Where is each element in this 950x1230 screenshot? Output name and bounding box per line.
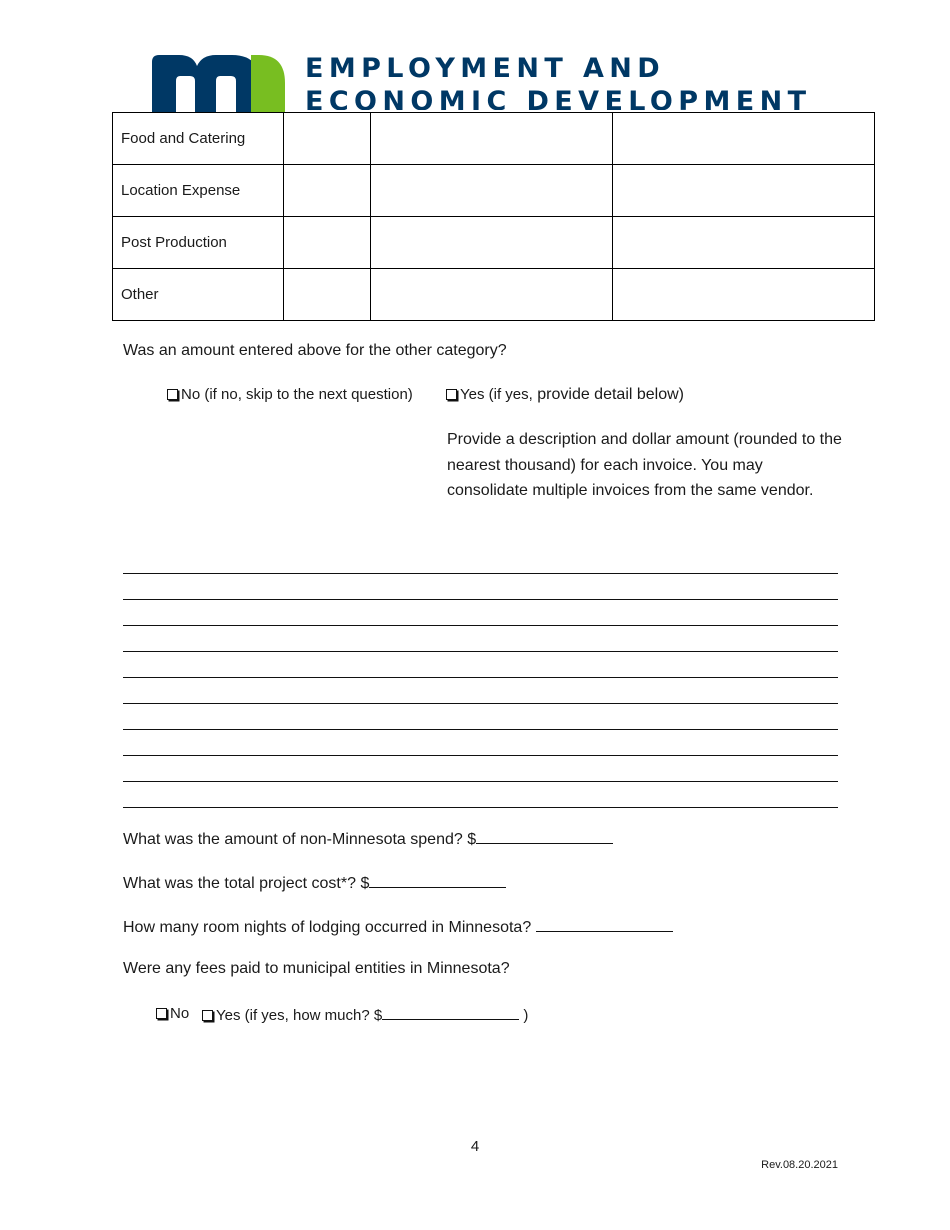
detail-line[interactable] xyxy=(123,782,838,808)
table-row xyxy=(113,217,875,269)
table-row xyxy=(113,269,875,321)
detail-line[interactable] xyxy=(123,730,838,756)
fees-yes-option[interactable] xyxy=(202,1005,528,1024)
agency-name-line1: EMPLOYMENT AND xyxy=(305,53,666,84)
fees-no-label: No xyxy=(170,1005,190,1022)
detail-line[interactable] xyxy=(123,652,838,678)
revision-date: Rev.08.20.2021 xyxy=(761,1159,838,1171)
checkbox-icon[interactable] xyxy=(167,389,178,400)
other-no-option[interactable] xyxy=(167,386,413,403)
mn-deed-logo xyxy=(152,52,812,112)
detail-line[interactable] xyxy=(123,704,838,730)
table-cell[interactable] xyxy=(284,269,371,321)
table-cell[interactable] xyxy=(613,217,875,269)
fees-yes-label: Yes (if yes, how much? $ xyxy=(216,1007,383,1024)
invoice-instructions: Provide a description and dollar amount (rounded to the nearest thousand) for each invoice. You may consolidate multiple invoices from the same vendor. xyxy=(447,431,842,499)
table-row xyxy=(113,113,875,165)
table-cell[interactable] xyxy=(371,165,613,217)
table-cell[interactable] xyxy=(613,165,875,217)
total-cost-label: What was the total project cost*? $ xyxy=(123,875,370,892)
non-mn-spend-input[interactable] xyxy=(476,828,613,844)
fees-yes-close: ) xyxy=(519,1007,529,1024)
other-yes-label-prefix: Yes (if yes, xyxy=(460,386,533,403)
municipal-fees-question: Were any fees paid to municipal entities in Minnesota? xyxy=(123,960,510,977)
table-cell[interactable] xyxy=(284,217,371,269)
checkbox-icon[interactable] xyxy=(202,1010,213,1021)
expense-table xyxy=(112,112,875,321)
room-nights-label: How many room nights of lodging occurred in Minnesota? xyxy=(123,919,532,936)
detail-line[interactable] xyxy=(123,574,838,600)
fees-no-option[interactable] xyxy=(156,1005,189,1022)
table-cell[interactable] xyxy=(371,113,613,165)
non-mn-spend-label: What was the amount of non-Minnesota spend? $ xyxy=(123,831,477,848)
mn-logo-mark-icon xyxy=(152,55,285,112)
detail-line[interactable] xyxy=(123,678,838,704)
room-nights-question xyxy=(123,916,673,937)
fees-amount-input[interactable] xyxy=(382,1005,519,1020)
table-cell[interactable] xyxy=(371,269,613,321)
agency-name xyxy=(305,52,811,110)
other-no-label: No (if no, skip to the next question) xyxy=(181,386,413,403)
detail-line[interactable] xyxy=(123,756,838,782)
room-nights-input[interactable] xyxy=(536,916,673,932)
other-category-question: Was an amount entered above for the other category? xyxy=(123,342,507,359)
detail-line[interactable] xyxy=(123,548,838,574)
row-label: Food and Catering xyxy=(113,113,284,165)
table-cell[interactable] xyxy=(371,217,613,269)
page-number: 4 xyxy=(470,1138,480,1155)
non-mn-spend-question xyxy=(123,828,613,849)
row-label: Location Expense xyxy=(113,165,284,217)
table-row xyxy=(113,165,875,217)
other-yes-label-suffix: provide detail below) xyxy=(532,386,685,403)
detail-line[interactable] xyxy=(123,600,838,626)
table-cell[interactable] xyxy=(613,269,875,321)
checkbox-icon[interactable] xyxy=(156,1008,167,1019)
table-cell[interactable] xyxy=(284,165,371,217)
table-cell[interactable] xyxy=(284,113,371,165)
row-label: Post Production xyxy=(113,217,284,269)
checkbox-icon[interactable] xyxy=(446,389,457,400)
detail-line[interactable] xyxy=(123,626,838,652)
agency-name-line2: ECONOMIC DEVELOPMENT xyxy=(305,86,812,110)
table-cell[interactable] xyxy=(613,113,875,165)
total-cost-question xyxy=(123,872,506,893)
total-cost-input[interactable] xyxy=(369,872,506,888)
row-label: Other xyxy=(113,269,284,321)
other-yes-option[interactable] xyxy=(446,386,684,404)
invoice-detail-lines[interactable] xyxy=(123,548,838,808)
